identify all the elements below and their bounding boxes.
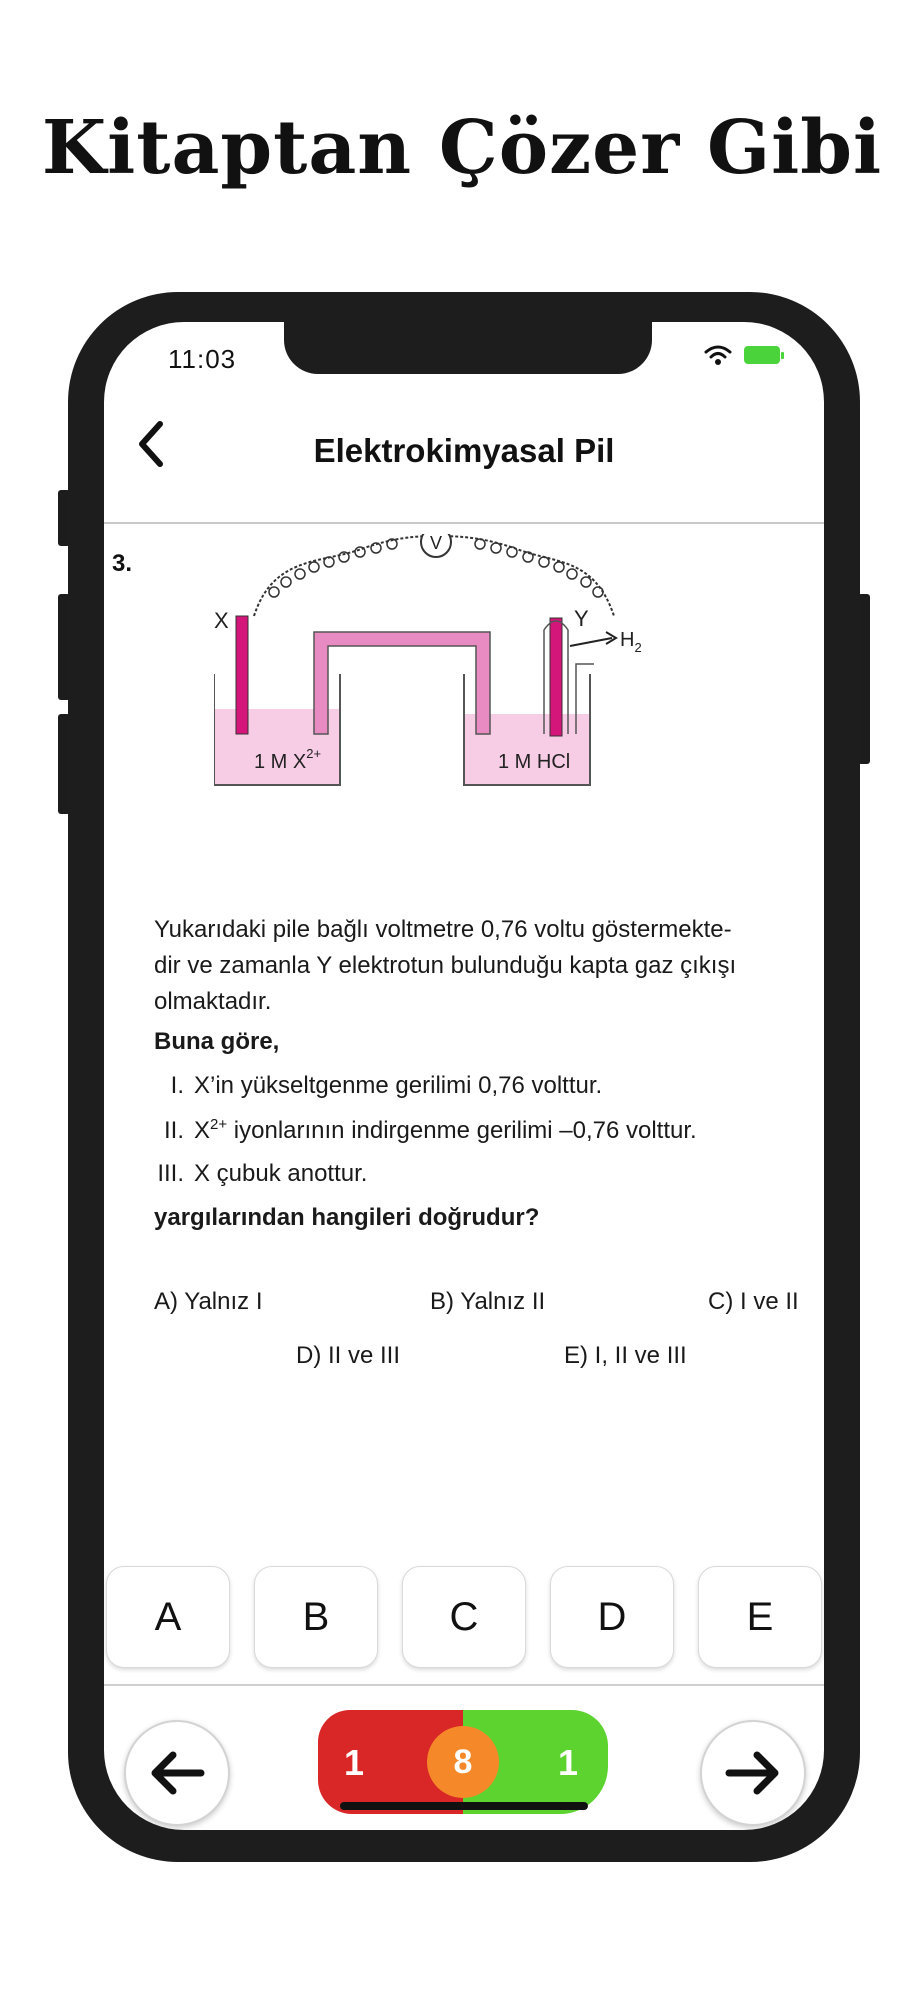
- phone-notch: [284, 322, 652, 374]
- statement-3: [144, 1160, 367, 1188]
- answer-button-d[interactable]: D: [550, 1566, 674, 1668]
- answer-buttons: [112, 1566, 822, 1668]
- answer-button-a[interactable]: A: [106, 1566, 230, 1668]
- svg-text:H2: [620, 629, 642, 655]
- statement-roman: II.: [163, 1117, 184, 1144]
- question-prompt: yargılarından hangileri doğrudur?: [154, 1204, 540, 1231]
- question-lead-in: Buna göre,: [154, 1028, 280, 1055]
- option-e: E) I, II ve III: [564, 1342, 687, 1369]
- answer-button-e[interactable]: E: [698, 1566, 822, 1668]
- phone-screen: [104, 322, 824, 1830]
- statement-text-rest: iyonlarının indirgenme gerilimi –0,76 volttur.: [227, 1117, 697, 1144]
- y-electrode: [550, 618, 562, 736]
- question-text-line: Yukarıdaki pile bağlı voltmetre 0,76 voltu göstermekte-: [154, 916, 732, 943]
- status-time: 11:03: [168, 344, 237, 374]
- statement-text: X: [194, 1117, 211, 1144]
- question-number: 3.: [112, 550, 133, 577]
- left-solution-label: 1 M X: [254, 751, 307, 773]
- current-question-badge: 8: [427, 1726, 499, 1798]
- option-d: D) II ve III: [296, 1342, 401, 1369]
- statement-roman: III.: [157, 1160, 184, 1187]
- statement-superscript: 2+: [210, 1116, 228, 1133]
- question-text: [154, 912, 814, 1020]
- question-text-line: olmaktadır.: [154, 988, 272, 1015]
- arrow-right-icon: [725, 1751, 781, 1795]
- next-question-button[interactable]: [700, 1720, 806, 1826]
- option-b: B) Yalnız II: [430, 1288, 546, 1315]
- right-solution-label: 1 M HCl: [498, 751, 571, 773]
- x-electrode: [236, 616, 248, 734]
- statement-roman: I.: [170, 1072, 184, 1099]
- status-icons: [704, 344, 780, 366]
- previous-question-button[interactable]: [124, 1720, 230, 1826]
- question-text-line: dir ve zamanla Y elektrotun bulunduğu kapta gaz çıkışı: [154, 952, 737, 979]
- bottom-divider: [104, 1684, 824, 1686]
- electrochemical-cell-diagram: [214, 534, 654, 884]
- statement-text: X’in yükseltgenme gerilimi 0,76 volttur.: [194, 1072, 603, 1099]
- y-electrode-label: Y: [574, 606, 589, 631]
- arrow-left-icon: [149, 1751, 205, 1795]
- gas-subscript: 2: [634, 640, 642, 655]
- gas-label: H: [620, 629, 635, 651]
- phone-frame: [68, 292, 860, 1862]
- wifi-icon: [704, 344, 732, 366]
- answer-button-b[interactable]: B: [254, 1566, 378, 1668]
- correct-count: 1: [558, 1742, 579, 1783]
- statement-text: X çubuk anottur.: [194, 1160, 368, 1187]
- answer-button-c[interactable]: C: [402, 1566, 526, 1668]
- statement-2: [144, 1116, 697, 1145]
- left-solution-sup: 2+: [306, 746, 322, 761]
- battery-icon: [744, 346, 780, 364]
- page-title: Elektrokimyasal Pil: [313, 432, 615, 469]
- x-electrode-label: X: [214, 608, 229, 633]
- option-c: C) I ve II: [708, 1288, 799, 1315]
- home-indicator: [340, 1802, 588, 1810]
- wrong-count: 1: [344, 1742, 365, 1783]
- option-a: A) Yalnız I: [154, 1288, 263, 1315]
- statement-1: [144, 1072, 602, 1100]
- header-divider: [104, 522, 824, 524]
- promo-title: Kitaptan Çözer Gibi: [41, 105, 883, 191]
- score-indicator: [318, 1710, 608, 1814]
- voltmeter-label: V: [430, 534, 443, 553]
- gas-arrow: [570, 638, 612, 646]
